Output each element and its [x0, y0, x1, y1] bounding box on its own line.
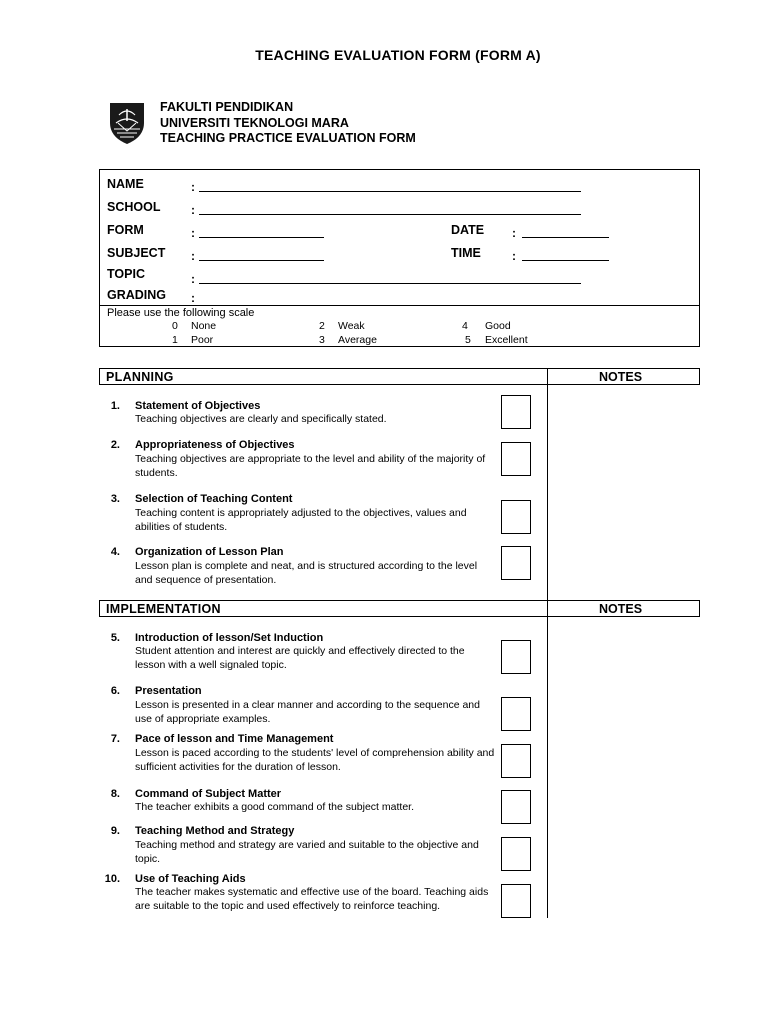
item-number: 5.: [110, 632, 120, 644]
item-number: 6.: [110, 685, 120, 697]
scale-value: 3: [319, 334, 325, 346]
score-box[interactable]: [501, 500, 531, 534]
item-description: Student attention and interest are quickly and effectively directed to the lesson with a well signaled topic.: [135, 645, 465, 671]
item-title: Presentation: [135, 685, 202, 697]
item-number: 10.: [104, 873, 120, 885]
score-box[interactable]: [501, 697, 531, 731]
item-number: 8.: [110, 788, 120, 800]
form-subtitle: TEACHING PRACTICE EVALUATION FORM: [160, 131, 416, 145]
planning-notes-divider: [547, 368, 548, 600]
item-title: Use of Teaching Aids: [135, 873, 246, 885]
form-colon: :: [191, 226, 195, 240]
name-field[interactable]: [199, 191, 581, 192]
university-name: UNIVERSITI TEKNOLOGI MARA: [160, 115, 349, 130]
scale-heading: Please use the following scale: [107, 307, 255, 319]
scale-value: 5: [465, 334, 471, 346]
school-field[interactable]: [199, 214, 581, 215]
subject-label: SUBJECT: [107, 246, 166, 260]
subject-field[interactable]: [199, 260, 324, 261]
item-number: 3.: [110, 493, 120, 505]
form-label: FORM: [107, 223, 144, 237]
item-title: Appropriateness of Objectives: [135, 439, 295, 451]
info-box: [99, 169, 700, 347]
item-description: The teacher exhibits a good command of the subject matter.: [135, 801, 414, 813]
item-number: 2.: [110, 439, 120, 451]
implementation-notes-divider: [547, 600, 548, 918]
institution-block: [160, 100, 416, 147]
item-number: 1.: [110, 400, 120, 412]
item-title: Selection of Teaching Content: [135, 493, 293, 505]
scale-value: 0: [172, 320, 178, 332]
score-box[interactable]: [501, 546, 531, 580]
date-label: DATE: [451, 223, 485, 237]
score-box[interactable]: [501, 744, 531, 778]
time-label: TIME: [451, 246, 481, 260]
scale-divider: [99, 305, 700, 306]
implementation-title: IMPLEMENTATION: [106, 602, 221, 616]
name-colon: :: [191, 180, 195, 194]
score-box[interactable]: [501, 442, 531, 476]
item-description: Lesson is presented in a clear manner and according to the sequence and use of appropriate examples.: [135, 699, 480, 725]
item-number: 9.: [110, 825, 120, 837]
faculty-name: FAKULTI PENDIDIKAN: [160, 100, 294, 114]
grading-colon: :: [191, 291, 195, 305]
scale-label: Excellent: [485, 334, 528, 346]
time-colon: :: [512, 249, 516, 263]
planning-title: PLANNING: [106, 370, 174, 384]
score-box[interactable]: [501, 790, 531, 824]
page-title: TEACHING EVALUATION FORM (FORM A): [255, 47, 541, 63]
score-box[interactable]: [501, 837, 531, 871]
implementation-notes-title: NOTES: [599, 602, 643, 616]
planning-notes-title: NOTES: [599, 370, 643, 384]
subject-colon: :: [191, 249, 195, 263]
name-label: NAME: [107, 177, 144, 191]
scale-label: Poor: [191, 334, 214, 346]
school-label: SCHOOL: [107, 200, 161, 214]
item-title: Introduction of lesson/Set Induction: [135, 632, 324, 644]
grading-label: GRADING: [107, 288, 167, 302]
topic-colon: :: [191, 272, 195, 286]
item-number: 4.: [110, 546, 120, 558]
topic-label: TOPIC: [107, 267, 145, 281]
item-title: Pace of lesson and Time Management: [135, 733, 334, 745]
scale-value: 2: [319, 320, 325, 332]
item-title: Statement of Objectives: [135, 400, 261, 412]
form-field[interactable]: [199, 237, 324, 238]
item-title: Organization of Lesson Plan: [135, 546, 284, 558]
item-title: Teaching Method and Strategy: [135, 825, 295, 837]
item-title: Command of Subject Matter: [135, 788, 282, 800]
scale-label: None: [191, 320, 217, 332]
item-description: Teaching content is appropriately adjusted to the objectives, values and abilities of students.: [135, 507, 467, 533]
topic-field[interactable]: [199, 283, 581, 284]
item-number: 7.: [110, 733, 120, 745]
date-field[interactable]: [522, 237, 609, 238]
scale-label: Average: [338, 334, 377, 346]
date-colon: :: [512, 226, 516, 240]
score-box[interactable]: [501, 884, 531, 918]
scale-value: 4: [462, 320, 468, 332]
item-description: Teaching method and strategy are varied and suitable to the objective and topic.: [135, 839, 479, 865]
school-colon: :: [191, 203, 195, 217]
item-description: Lesson plan is complete and neat, and is structured according to the level and sequence of presentation.: [135, 560, 478, 586]
scale-value: 1: [172, 334, 178, 346]
scale-label: Good: [485, 320, 511, 332]
item-description: Teaching objectives are appropriate to the level and ability of the majority of students.: [135, 453, 486, 479]
item-description: Teaching objectives are clearly and specifically stated.: [135, 413, 387, 425]
score-box[interactable]: [501, 640, 531, 674]
score-box[interactable]: [501, 395, 531, 429]
item-description: The teacher makes systematic and effective use of the board. Teaching aids are suitable to the topic and used effectively to reinforce teaching.: [135, 886, 489, 912]
university-logo-icon: [108, 101, 146, 145]
item-description: Lesson is paced according to the students' level of comprehension ability and sufficient activities for the duration of lesson.: [135, 747, 495, 773]
scale-label: Weak: [338, 320, 365, 332]
time-field[interactable]: [522, 260, 609, 261]
